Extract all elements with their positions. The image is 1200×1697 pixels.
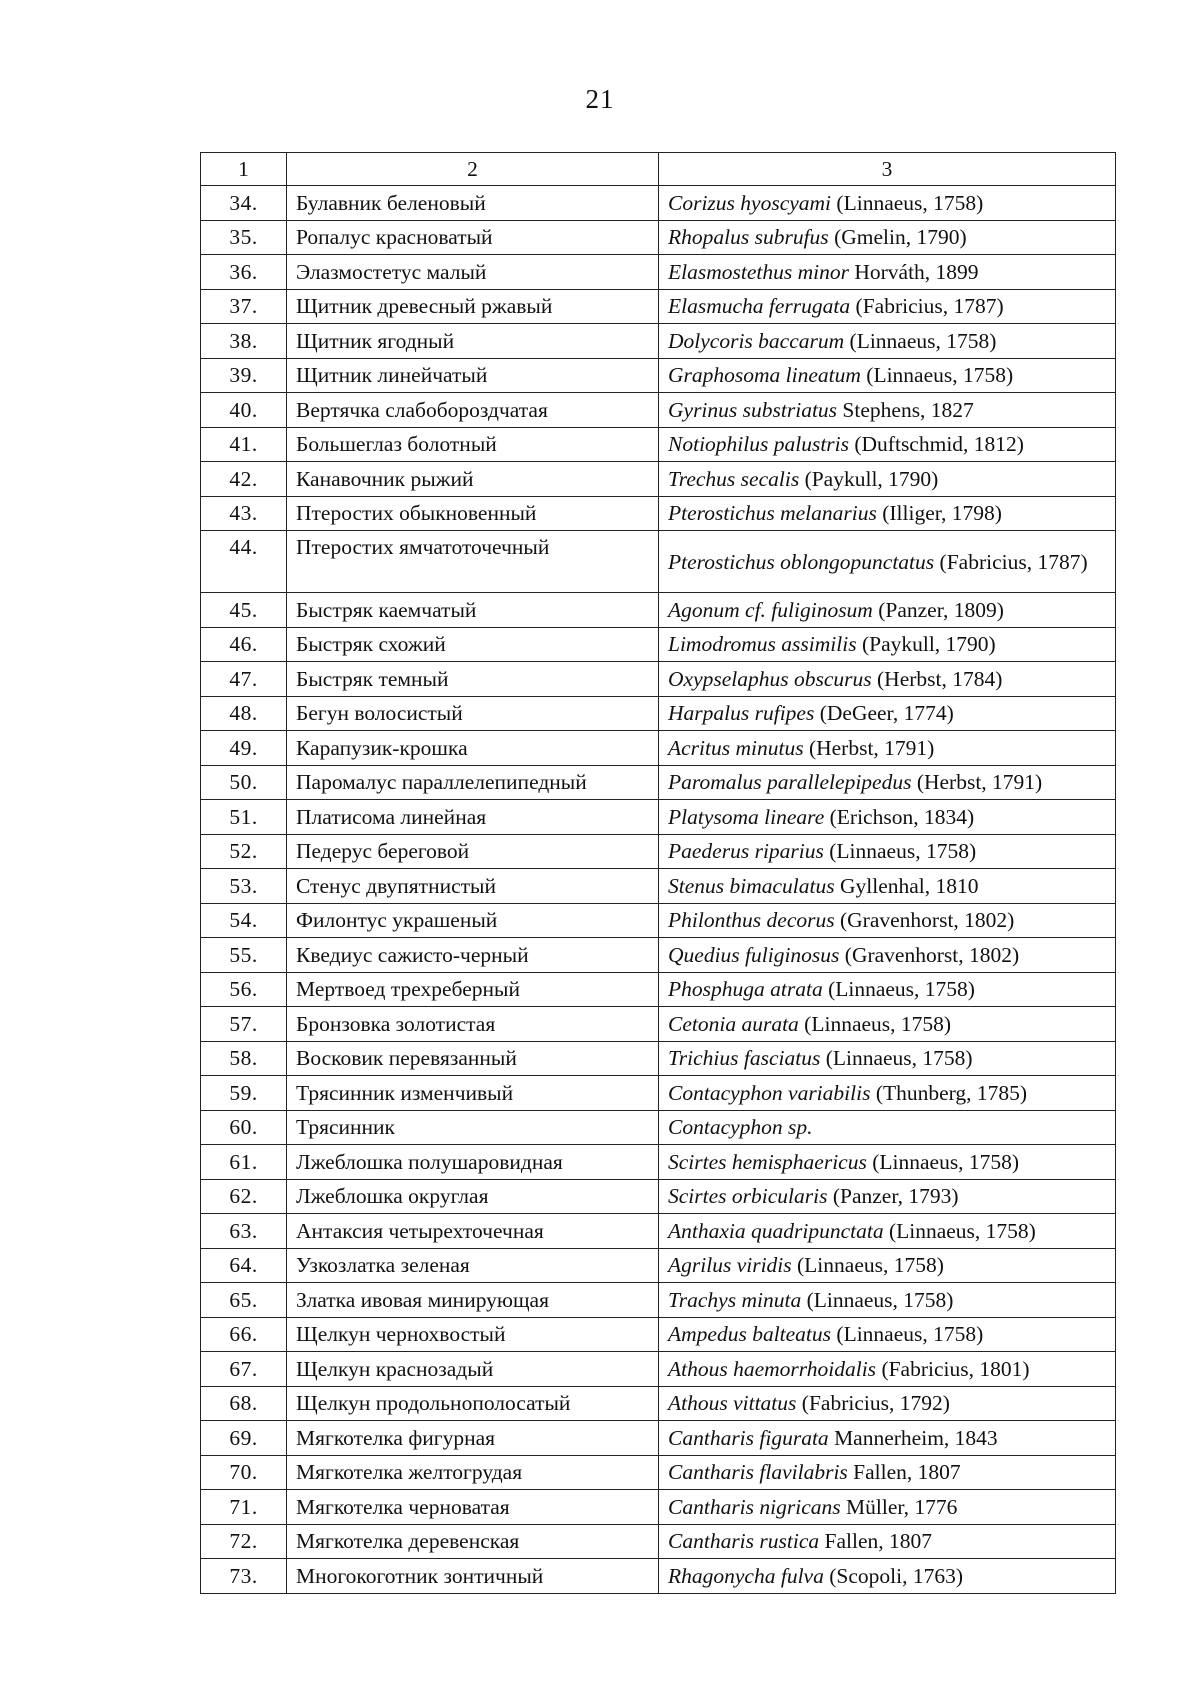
latin-name-cell: [659, 903, 1116, 938]
author-year: (Fabricius, 1792): [801, 1391, 950, 1416]
row-number: 59.: [201, 1076, 287, 1111]
author-year: (Linnaeus, 1758): [888, 1218, 1036, 1243]
author-year: Fallen, 1807: [824, 1529, 932, 1554]
row-number: 51.: [201, 800, 287, 835]
latin-name-cell: [659, 1283, 1116, 1318]
table-row: [201, 220, 1116, 255]
author-year: (Illiger, 1798): [882, 501, 1002, 526]
table-row: [201, 731, 1116, 766]
row-number: 70.: [201, 1455, 287, 1490]
latin-name: Gyrinus substriatus: [668, 397, 838, 422]
author-year: (Linnaeus, 1758): [828, 977, 975, 1002]
russian-name: Быстряк темный: [287, 662, 659, 697]
latin-name: Trichius fasciatus: [668, 1046, 821, 1071]
latin-name-cell: [659, 1455, 1116, 1490]
row-number: 64.: [201, 1248, 287, 1283]
latin-name: Pterostichus melanarius: [668, 501, 877, 526]
author-year: (Fabricius, 1801): [881, 1356, 1030, 1381]
row-number: 66.: [201, 1317, 287, 1352]
russian-name: Щитник линейчатый: [287, 358, 659, 393]
author-year: (Erichson, 1834): [829, 804, 975, 829]
latin-name: Oxypselaphus obscurus: [668, 666, 872, 691]
row-number: 50.: [201, 765, 287, 800]
row-number: 48.: [201, 696, 287, 731]
table-row: [201, 1524, 1116, 1559]
latin-name-cell: [659, 1179, 1116, 1214]
latin-name: Contacyphon variabilis: [668, 1080, 871, 1105]
latin-name-cell: [659, 800, 1116, 835]
latin-name-cell: [659, 1041, 1116, 1076]
latin-name-cell: [659, 1490, 1116, 1525]
russian-name: Лжеблошка полушаровидная: [287, 1145, 659, 1180]
latin-name: Paromalus parallelepipedus: [668, 770, 912, 795]
author-year: (Gmelin, 1790): [834, 225, 967, 250]
russian-name: Большеглаз болотный: [287, 427, 659, 462]
latin-name-cell: [659, 358, 1116, 393]
russian-name: Элазмостетус малый: [287, 255, 659, 290]
table-row: [201, 1386, 1116, 1421]
table-row: [201, 696, 1116, 731]
latin-name: Corizus hyoscyami: [668, 190, 832, 215]
row-number: 46.: [201, 627, 287, 662]
author-year: (Linnaeus, 1758): [806, 1287, 954, 1312]
table-row: [201, 1283, 1116, 1318]
row-number: 56.: [201, 972, 287, 1007]
latin-name-cell: [659, 662, 1116, 697]
author-year: Fallen, 1807: [853, 1460, 961, 1485]
russian-name: Щитник древесный ржавый: [287, 289, 659, 324]
russian-name: Щелкун чернохвостый: [287, 1317, 659, 1352]
author-year: (DeGeer, 1774): [819, 701, 954, 726]
row-number: 63.: [201, 1214, 287, 1249]
author-year: (Herbst, 1784): [877, 666, 1003, 691]
table-row: [201, 496, 1116, 531]
russian-name: Быстряк схожий: [287, 627, 659, 662]
author-year: (Thunberg, 1785): [875, 1080, 1028, 1105]
row-number: 42.: [201, 462, 287, 497]
russian-name: Трясинник: [287, 1110, 659, 1145]
latin-name-cell: [659, 1110, 1116, 1145]
latin-name-cell: [659, 765, 1116, 800]
table-row: [201, 358, 1116, 393]
russian-name: Узкозлатка зеленая: [287, 1248, 659, 1283]
latin-name-cell: [659, 731, 1116, 766]
latin-name-cell: [659, 186, 1116, 221]
russian-name: Щелкун продольнополосатый: [287, 1386, 659, 1421]
latin-name-cell: [659, 1386, 1116, 1421]
author-year: (Linnaeus, 1758): [797, 1253, 944, 1278]
latin-name: Elasmostethus minor: [668, 259, 849, 284]
russian-name: Карапузик-крошка: [287, 731, 659, 766]
russian-name: Филонтус украшеный: [287, 903, 659, 938]
author-year: (Linnaeus, 1758): [836, 190, 984, 215]
row-number: 34.: [201, 186, 287, 221]
russian-name: Мягкотелка деревенская: [287, 1524, 659, 1559]
russian-name: Паромалус параллелепипедный: [287, 765, 659, 800]
author-year: (Herbst, 1791): [808, 735, 935, 760]
row-number: 61.: [201, 1145, 287, 1180]
latin-name: Rhagonycha fulva: [668, 1563, 824, 1588]
russian-name: Мягкотелка желтогрудая: [287, 1455, 659, 1490]
latin-name-cell: [659, 1007, 1116, 1042]
table-row: [201, 972, 1116, 1007]
table-row: [201, 1076, 1116, 1111]
table-row: [201, 1455, 1116, 1490]
author-year: (Gravenhorst, 1802): [844, 942, 1020, 967]
author-year: (Linnaeus, 1758): [872, 1149, 1020, 1174]
row-number: 67.: [201, 1352, 287, 1387]
row-number: 47.: [201, 662, 287, 697]
table-row: [201, 531, 1116, 593]
table-row: [201, 289, 1116, 324]
latin-name-cell: [659, 496, 1116, 531]
latin-name-cell: [659, 938, 1116, 973]
author-year: (Herbst, 1791): [916, 770, 1043, 795]
latin-name-cell: [659, 255, 1116, 290]
russian-name: Быстряк каемчатый: [287, 593, 659, 628]
latin-name: Rhopalus subrufus: [668, 225, 829, 250]
table-row: [201, 903, 1116, 938]
species-table-body: [201, 186, 1116, 1594]
author-year: (Linnaeus, 1758): [829, 839, 977, 864]
latin-name-cell: [659, 696, 1116, 731]
row-number: 69.: [201, 1421, 287, 1456]
russian-name: Мертвоед трехреберный: [287, 972, 659, 1007]
table-row: [201, 462, 1116, 497]
latin-name-cell: [659, 1076, 1116, 1111]
russian-name: Вертячка слабобороздчатая: [287, 393, 659, 428]
table-header-row: [201, 153, 1116, 186]
latin-name: Cantharis nigricans: [668, 1494, 841, 1519]
row-number: 35.: [201, 220, 287, 255]
russian-name: Трясинник изменчивый: [287, 1076, 659, 1111]
latin-name-cell: [659, 462, 1116, 497]
author-year: (Scopoli, 1763): [829, 1563, 963, 1588]
latin-name-cell: [659, 1317, 1116, 1352]
latin-name: Scirtes hemisphaericus: [668, 1149, 867, 1174]
row-number: 38.: [201, 324, 287, 359]
table-row: [201, 593, 1116, 628]
russian-name: Бегун волосистый: [287, 696, 659, 731]
latin-name: Cantharis figurata: [668, 1425, 829, 1450]
russian-name: Щелкун краснозадый: [287, 1352, 659, 1387]
table-row: [201, 938, 1116, 973]
row-number: 49.: [201, 731, 287, 766]
table-row: [201, 1110, 1116, 1145]
author-year: Müller, 1776: [846, 1494, 958, 1519]
table-row: [201, 1007, 1116, 1042]
latin-name: Platysoma lineare: [668, 804, 825, 829]
russian-name: Восковик перевязанный: [287, 1041, 659, 1076]
latin-name: Cantharis rustica: [668, 1529, 820, 1554]
table-row: [201, 1421, 1116, 1456]
row-number: 53.: [201, 869, 287, 904]
table-row: [201, 627, 1116, 662]
table-row: [201, 869, 1116, 904]
row-number: 45.: [201, 593, 287, 628]
table-row: [201, 1490, 1116, 1525]
table-row: [201, 1179, 1116, 1214]
author-year: (Fabricius, 1787): [855, 294, 1004, 319]
table-row: [201, 1352, 1116, 1387]
latin-name: Athous vittatus: [668, 1391, 797, 1416]
latin-name: Paederus riparius: [668, 839, 824, 864]
author-year: Gyllenhal, 1810: [840, 873, 979, 898]
russian-name: Мягкотелка фигурная: [287, 1421, 659, 1456]
column-header-latin-name: 3: [659, 153, 1116, 186]
latin-name: Trechus secalis: [668, 466, 800, 491]
latin-name-cell: [659, 1214, 1116, 1249]
russian-name: Бронзовка золотистая: [287, 1007, 659, 1042]
author-year: (Panzer, 1793): [832, 1184, 959, 1209]
row-number: 57.: [201, 1007, 287, 1042]
russian-name: Канавочник рыжий: [287, 462, 659, 497]
row-number: 68.: [201, 1386, 287, 1421]
latin-name-cell: [659, 1248, 1116, 1283]
author-year: Mannerheim, 1843: [834, 1425, 998, 1450]
russian-name: Стенус двупятнистый: [287, 869, 659, 904]
latin-name: Anthaxia quadripunctata: [668, 1218, 884, 1243]
row-number: 52.: [201, 834, 287, 869]
latin-name: Athous haemorrhoidalis: [668, 1356, 877, 1381]
author-year: (Paykull, 1790): [861, 632, 996, 657]
table-row: [201, 834, 1116, 869]
table-row: [201, 393, 1116, 428]
author-year: Stephens, 1827: [842, 397, 974, 422]
table-row: [201, 1559, 1116, 1594]
author-year: (Duftschmid, 1812): [854, 432, 1024, 457]
row-number: 41.: [201, 427, 287, 462]
table-row: [201, 1248, 1116, 1283]
row-number: 71.: [201, 1490, 287, 1525]
latin-name: Acritus minutus: [668, 735, 804, 760]
row-number: 62.: [201, 1179, 287, 1214]
russian-name: Антаксия четырехточечная: [287, 1214, 659, 1249]
author-year: (Linnaeus, 1758): [836, 1322, 984, 1347]
latin-name: Contacyphon sp.: [668, 1115, 813, 1140]
table-row: [201, 765, 1116, 800]
author-year: (Linnaeus, 1758): [804, 1011, 952, 1036]
table-row: [201, 427, 1116, 462]
russian-name: Педерус береговой: [287, 834, 659, 869]
row-number: 37.: [201, 289, 287, 324]
row-number: 54.: [201, 903, 287, 938]
latin-name: Cetonia aurata: [668, 1011, 799, 1036]
table-row: [201, 186, 1116, 221]
russian-name: Лжеблошка округлая: [287, 1179, 659, 1214]
author-year: (Linnaeus, 1758): [825, 1046, 973, 1071]
russian-name: Ропалус красноватый: [287, 220, 659, 255]
row-number: 55.: [201, 938, 287, 973]
russian-name: Кведиус сажисто-черный: [287, 938, 659, 973]
row-number: 65.: [201, 1283, 287, 1318]
latin-name: Cantharis flavilabris: [668, 1460, 848, 1485]
latin-name-cell: [659, 289, 1116, 324]
latin-name-cell: [659, 593, 1116, 628]
russian-name: Птеростих обыкновенный: [287, 496, 659, 531]
row-number: 72.: [201, 1524, 287, 1559]
latin-name-cell: [659, 1145, 1116, 1180]
species-table: [200, 152, 1116, 1594]
page-number: 21: [585, 84, 615, 114]
row-number: 58.: [201, 1041, 287, 1076]
latin-name: Quedius fuliginosus: [668, 942, 840, 967]
latin-name-cell: [659, 1524, 1116, 1559]
row-number: 36.: [201, 255, 287, 290]
table-row: [201, 1145, 1116, 1180]
author-year: (Paykull, 1790): [804, 466, 939, 491]
russian-name: Мягкотелка черноватая: [287, 1490, 659, 1525]
russian-name: Птеростих ямчатоточечный: [287, 531, 659, 593]
author-year: Horváth, 1899: [854, 259, 979, 284]
latin-name-cell: [659, 220, 1116, 255]
latin-name-cell: [659, 1421, 1116, 1456]
latin-name-cell: [659, 972, 1116, 1007]
latin-name-cell: [659, 427, 1116, 462]
russian-name: Многокоготник зонтичный: [287, 1559, 659, 1594]
latin-name-cell: [659, 834, 1116, 869]
row-number: 40.: [201, 393, 287, 428]
row-number: 73.: [201, 1559, 287, 1594]
latin-name: Phosphuga atrata: [668, 977, 823, 1002]
latin-name: Graphosoma lineatum: [668, 363, 861, 388]
row-number: 60.: [201, 1110, 287, 1145]
table-row: [201, 1041, 1116, 1076]
latin-name-cell: [659, 531, 1116, 593]
latin-name: Agrilus viridis: [668, 1253, 792, 1278]
author-year: (Linnaeus, 1758): [866, 363, 1014, 388]
latin-name: Limodromus assimilis: [668, 632, 857, 657]
latin-name-cell: [659, 869, 1116, 904]
russian-name: Булавник беленовый: [287, 186, 659, 221]
latin-name-cell: [659, 393, 1116, 428]
row-number: 39.: [201, 358, 287, 393]
table-row: [201, 1317, 1116, 1352]
author-year: (Fabricius, 1787): [939, 549, 1088, 574]
latin-name: Philonthus decorus: [668, 908, 835, 933]
latin-name: Pterostichus oblongopunctatus: [668, 549, 935, 574]
latin-name: Stenus bimaculatus: [668, 873, 835, 898]
latin-name-cell: [659, 627, 1116, 662]
latin-name-cell: [659, 1352, 1116, 1387]
column-header-russian-name: 2: [287, 153, 659, 186]
latin-name: Harpalus rufipes: [668, 701, 815, 726]
latin-name: Notiophilus palustris: [668, 432, 849, 457]
row-number: 43.: [201, 496, 287, 531]
table-row: [201, 662, 1116, 697]
russian-name: Платисома линейная: [287, 800, 659, 835]
author-year: (Panzer, 1809): [878, 597, 1004, 622]
author-year: (Gravenhorst, 1802): [840, 908, 1015, 933]
latin-name: Trachys minuta: [668, 1287, 802, 1312]
row-number: 44.: [201, 531, 287, 593]
russian-name: Щитник ягодный: [287, 324, 659, 359]
latin-name: Ampedus balteatus: [668, 1322, 832, 1347]
table-row: [201, 800, 1116, 835]
table-row: [201, 255, 1116, 290]
table-row: [201, 324, 1116, 359]
latin-name: Elasmucha ferrugata: [668, 294, 851, 319]
russian-name: Златка ивовая минирующая: [287, 1283, 659, 1318]
author-year: (Linnaeus, 1758): [849, 328, 997, 353]
latin-name-cell: [659, 324, 1116, 359]
table-row: [201, 1214, 1116, 1249]
latin-name: Scirtes orbicularis: [668, 1184, 828, 1209]
latin-name: Dolycoris baccarum: [668, 328, 845, 353]
latin-name: Agonum cf. fuliginosum: [668, 597, 873, 622]
column-header-number: 1: [201, 153, 287, 186]
latin-name-cell: [659, 1559, 1116, 1594]
